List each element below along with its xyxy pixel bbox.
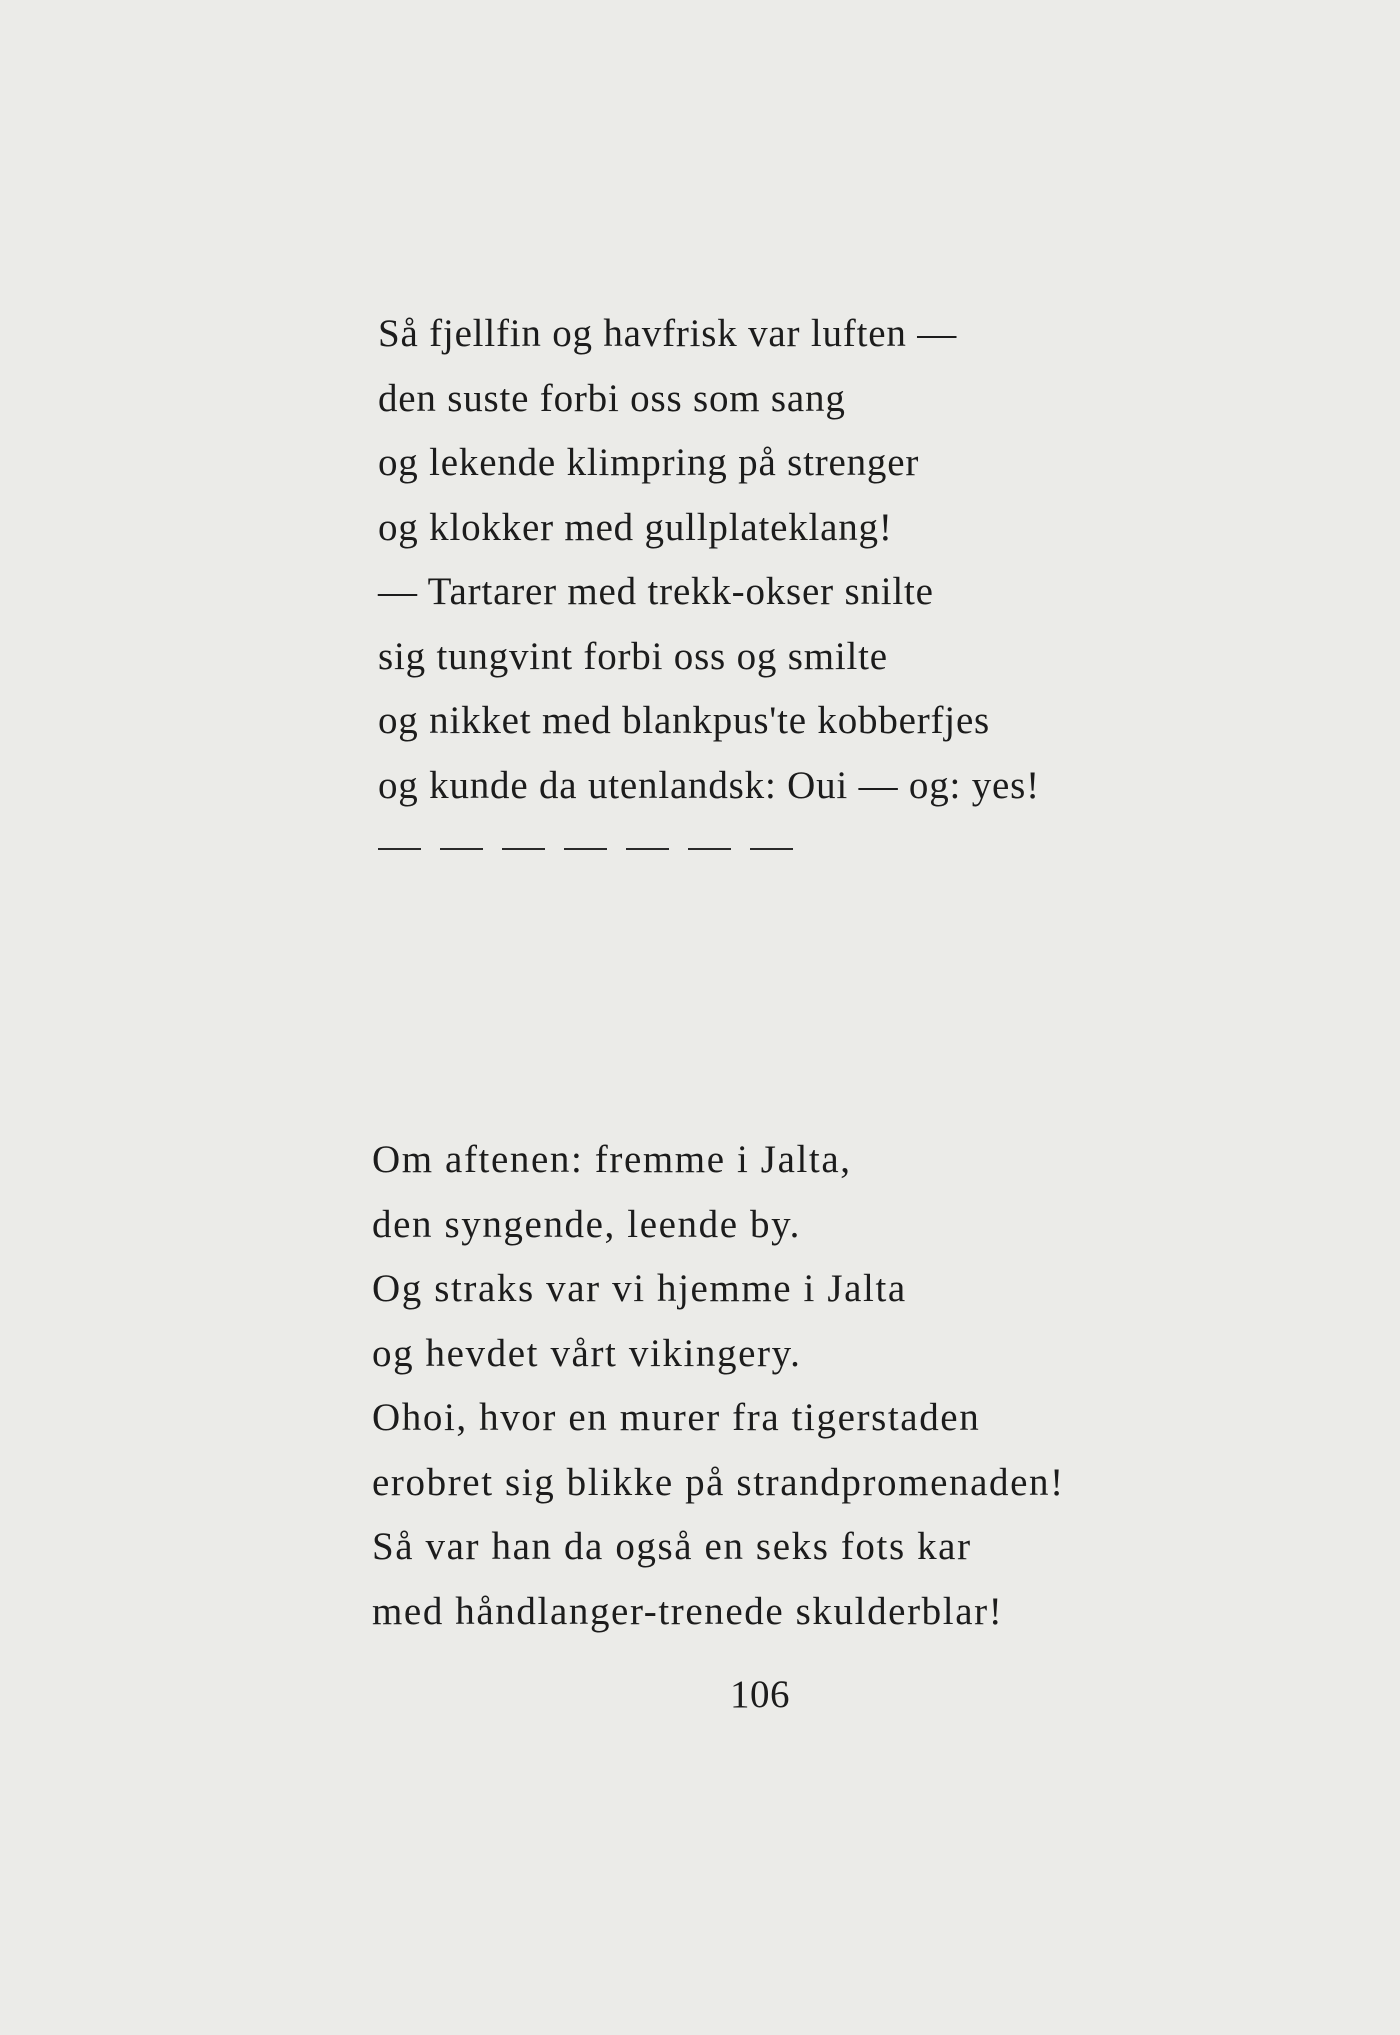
verse-line: Så var han da også en seks fots kar [372, 1525, 972, 1568]
divider-dash [564, 848, 607, 850]
verse-line: og kunde da utenlandsk: Oui — og: yes! [378, 763, 1040, 807]
verse-line: Om aftenen: fremme i Jalta, [372, 1138, 852, 1181]
verse-line: Og straks var vi hjemme i Jalta [372, 1267, 907, 1310]
divider-dash [626, 848, 669, 850]
verse-line: og klokker med gullplateklang! [378, 505, 893, 549]
divider-dash [378, 848, 421, 850]
divider-dash [502, 848, 545, 850]
divider-dash [750, 848, 793, 850]
verse-line: og hevdet vårt vikingery. [372, 1331, 802, 1375]
verse-line: den syngende, leende by. [372, 1202, 801, 1246]
divider-dash [688, 848, 731, 850]
verse-line: og nikket med blankpus'te kobberfjes [378, 699, 991, 742]
divider-dash [440, 848, 483, 850]
verse-line: den suste forbi oss som sang [378, 376, 846, 420]
stanza-2 [372, 1128, 1065, 1644]
verse-line: med håndlanger-trenede skulderblar! [372, 1589, 1004, 1633]
verse-line: erobret sig blikke på strandpromenaden! [372, 1460, 1065, 1504]
verse-line: Så fjellfin og havfrisk var luften — [378, 312, 957, 355]
verse-line: og lekende klimpring på strenger [378, 441, 920, 484]
stanza-1 [378, 302, 1040, 818]
verse-line: — Tartarer med trekk-okser snilte [378, 570, 934, 613]
verse-line: Ohoi, hvor en murer fra tigerstaden [372, 1396, 981, 1439]
verse-line: sig tungvint forbi oss og smilte [378, 634, 888, 678]
section-divider-dashes [378, 848, 793, 850]
page-number: 106 [730, 1673, 790, 1716]
